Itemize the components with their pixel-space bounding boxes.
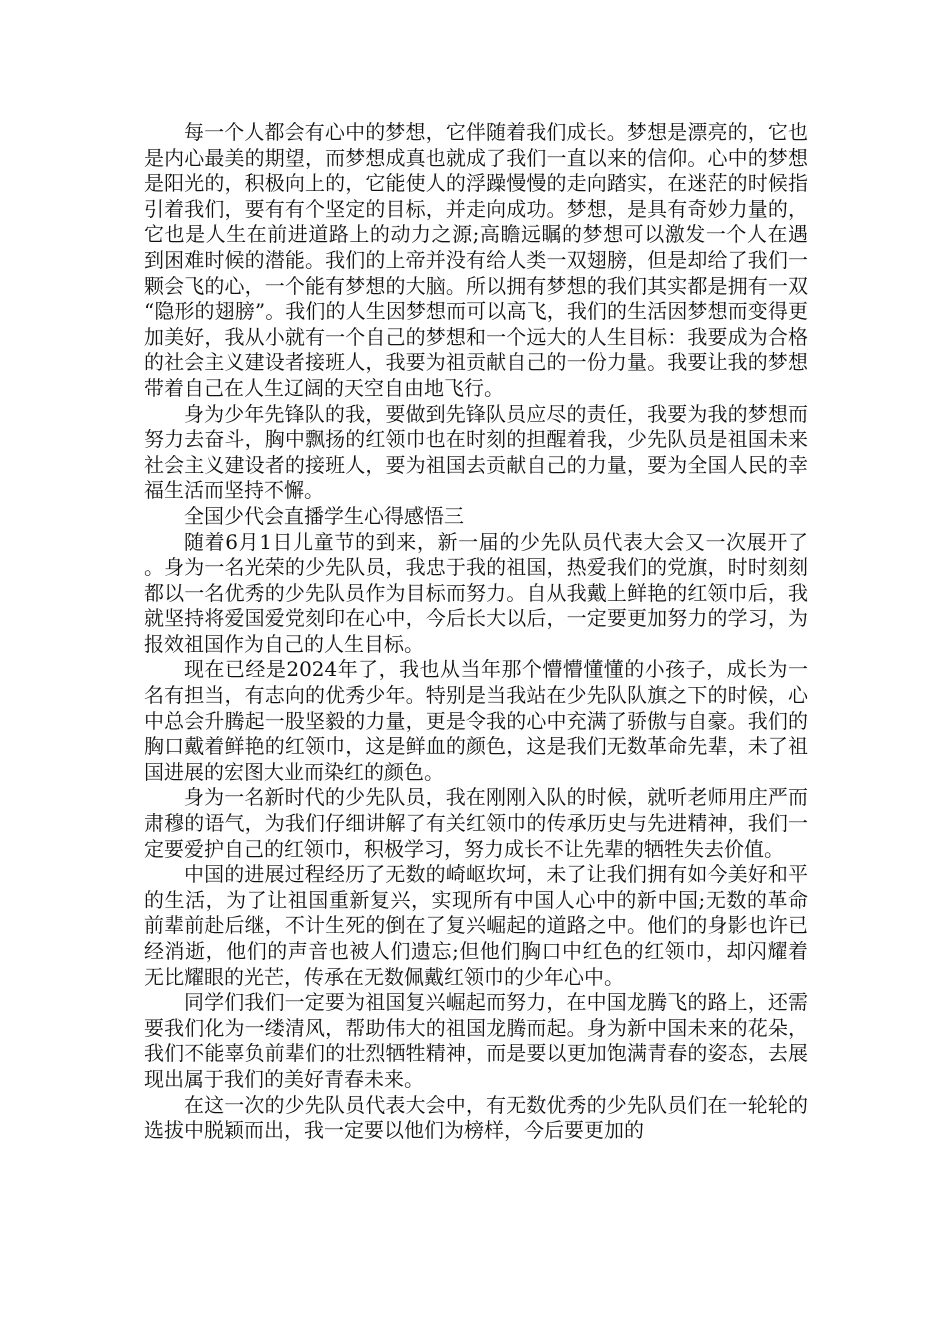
paragraph-dream: 每一个人都会有心中的梦想，它伴随着我们成长。梦想是漂亮的，它也是内心最美的期望，而梦想成真也就成了我们一直以来的信仰。心中的梦想是阳光的，积极向上的，它能使人的浮躁慢慢的走向踏实，在迷茫的时候指引着我们，要有有个坚定的目标，并走向成功。梦想，是具有奇妙力量的，它也是人生在前进道路上的动力之源;高瞻远瞩的梦想可以激发一个人在遇到困难时候的潜能。我们的上帝并没有给人类一双翅膀，但是却给了我们一颗会飞的心，一个能有梦想的大脑。所以拥有梦想的我们其实都是拥有一双“隐形的翅膀”。我们的人生因梦想而可以高飞，我们的生活因梦想而变得更加美好，我从小就有一个自己的梦想和一个远大的人生目标：我要成为合格的社会主义建设者接班人，我要为祖贡献自己的一份力量。我要让我的梦想带着自己在人生辽阔的天空自由地飞行。 <box>144 120 808 400</box>
section-heading: 全国少代会直播学生心得感悟三 <box>184 503 464 528</box>
paragraph-congress: 在这一次的少先队员代表大会中，有无数优秀的少先队员们在一轮轮的选拔中脱颖而出，我一定要以他们为榜样，今后要更加的 <box>144 1092 808 1143</box>
document-page <box>144 120 808 1144</box>
paragraph-childrens-day: 随着6月1日儿童节的到来，新一届的少先队员代表大会又一次展开了。身为一名光荣的少先队员，我忠于我的祖国，热爱我们的党旗，时时刻刻都以一名优秀的少先队员作为目标而努力。自从我戴上鲜艳的红领巾后，我就坚持将爱国爱党刻印在心中，今后长大以后，一定要更加努力的学习，为报效祖国作为自己的人生目标。 <box>144 529 808 656</box>
paragraph-pioneer-duty: 身为少年先锋队的我，要做到先锋队员应尽的责任，我要为我的梦想而努力去奋斗，胸中飘扬的红领巾也在时刻的担醒着我，少先队员是祖国未来社会主义建设者的接班人，要为祖国去贡献自己的力量，要为全国人民的幸福生活而坚持不懈。 <box>144 401 808 503</box>
paragraph-classmates: 同学们我们一定要为祖国复兴崛起而努力，在中国龙腾飞的路上，还需要我们化为一缕清风，帮助伟大的祖国龙腾而起。身为新中国未来的花朵，我们不能辜负前辈们的壮烈牺牲精神，而是要以更加饱满青春的姿态，去展现出属于我们的美好青春未来。 <box>144 990 808 1091</box>
paragraph-growth: 现在已经是2024年了，我也从当年那个懵懵懂懂的小孩子，成长为一名有担当，有志向的优秀少年。特别是当我站在少先队队旗之下的时候，心中总会升腾起一股坚毅的力量，更是令我的心中充满了骄傲与自豪。我们的胸口戴着鲜艳的红领巾，这是鲜血的颜色，这是我们无数革命先辈，未了祖国进展的宏图大业而染红的颜色。 <box>144 657 808 784</box>
paragraph-history: 中国的进展过程经历了无数的崎岖坎坷，未了让我们拥有如今美好和平的生活，为了让祖国重新复兴，实现所有中国人心中的新中国;无数的革命前辈前赴后继，不计生死的倒在了复兴崛起的道路之中。他们的身影也许已经消逝，他们的声音也被人们遗忘;但他们胸口中红色的红领巾，却闪耀着无比耀眼的光芒，传承在无数佩戴红领巾的少年心中。 <box>144 862 808 989</box>
paragraph-red-scarf: 身为一名新时代的少先队员，我在刚刚入队的时候，就听老师用庄严而肃穆的语气，为我们仔细讲解了有关红领巾的传承历史与先进精神，我们一定要爱护自己的红领巾，积极学习，努力成长不让先辈的牺牲失去价值。 <box>144 785 808 861</box>
